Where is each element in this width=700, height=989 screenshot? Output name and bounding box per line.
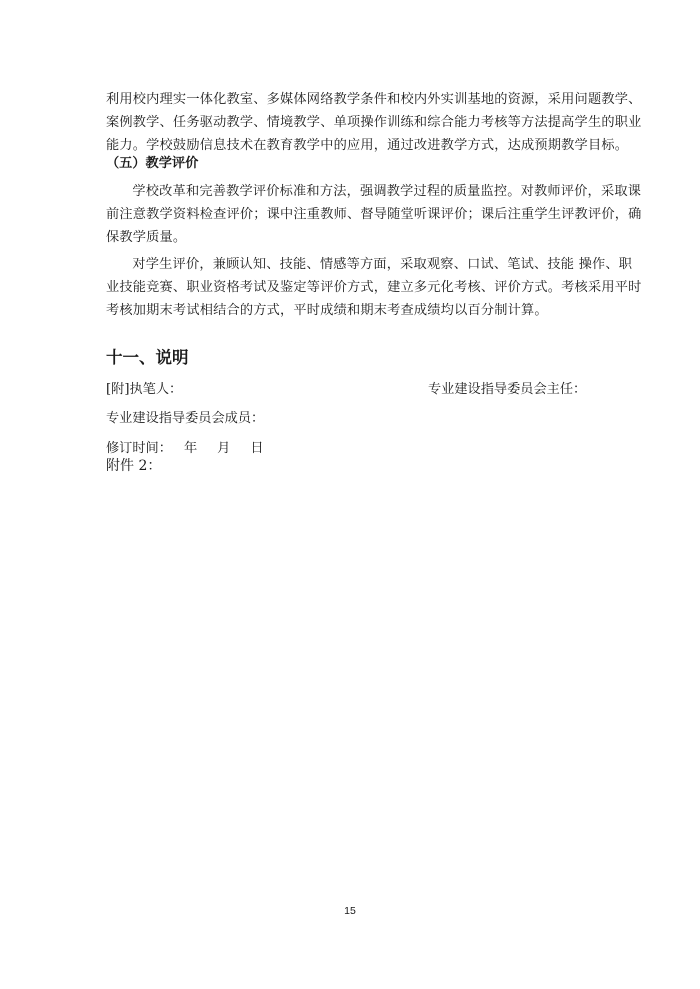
- text-line: 保教学质量。: [106, 230, 187, 245]
- text-line: 学校改革和完善教学评价标准和方法，强调教学过程的质量监控。对教师评价，采取课: [132, 184, 642, 199]
- attachment-label: 附件 2：: [106, 458, 162, 474]
- page-number: 15: [344, 905, 356, 917]
- text-line: 业技能竞赛、职业资格考试及鉴定等评价方式，建立多元化考核、评价方式。考核采用平时: [106, 280, 642, 295]
- text-line: 能力。学校鼓励信息技术在教育教学中的应用，通过改进教学方式，达成预期教学目标。: [106, 138, 629, 153]
- paragraph-student-evaluation: [106, 253, 642, 322]
- section-heading-teaching-evaluation: （五）教学评价: [106, 156, 199, 171]
- text-line: 案例教学、任务驱动教学、情境教学、单项操作训练和综合能力考核等方法提高学生的职业: [106, 115, 642, 130]
- committee-director-label: 专业建设指导委员会主任：: [428, 382, 587, 397]
- month-label: 月: [217, 441, 231, 456]
- revision-time-label: 修订时间：: [106, 441, 172, 456]
- text-line: 对学生评价，兼顾认知、技能、情感等方面，采取观察、口试、笔试、技能 操作、职: [132, 257, 633, 272]
- committee-members-label: 专业建设指导委员会成员：: [106, 411, 265, 426]
- paragraph-teacher-evaluation: [106, 180, 642, 249]
- revision-date: [106, 437, 264, 456]
- day-label: 日: [250, 441, 264, 456]
- text-line: 前注意教学资料检查评价；课中注重教师、督导随堂听课评价；课后注重学生评教评价，确: [106, 207, 642, 222]
- year-label: 年: [183, 441, 198, 456]
- paragraph-teaching-methods: [106, 88, 642, 157]
- text-line: 考核加期末考试相结合的方式，平时成绩和期末考查成绩均以百分制计算。: [106, 303, 548, 318]
- writer-label: [附]执笔人：: [106, 382, 183, 397]
- text-line: 利用校内理实一体化教室、多媒体网络教学条件和校内外实训基地的资源，采用问题教学、: [106, 92, 642, 107]
- section-heading-notes: 十一、说明: [106, 348, 189, 367]
